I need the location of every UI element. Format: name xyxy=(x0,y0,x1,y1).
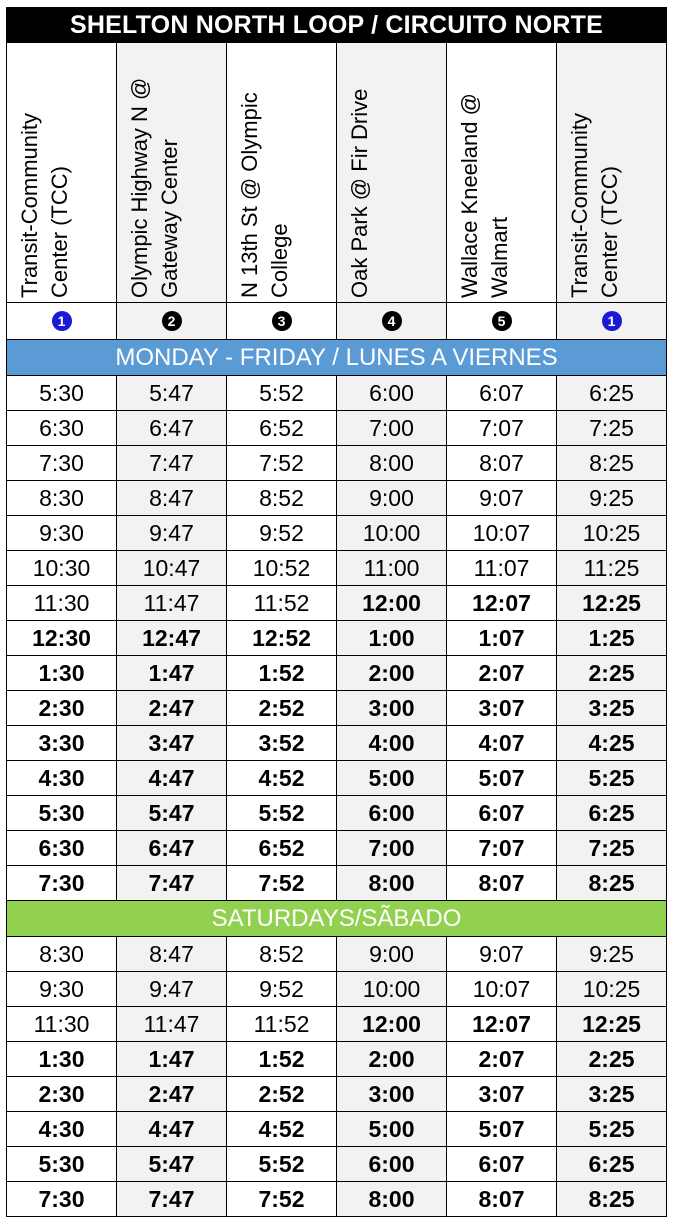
time-cell: 9:00 xyxy=(337,481,447,516)
time-cell: 9:25 xyxy=(557,937,667,972)
time-cell: 9:30 xyxy=(7,972,117,1007)
time-cell: 11:30 xyxy=(7,1007,117,1042)
stop-header-6 xyxy=(557,43,667,303)
time-cell: 3:47 xyxy=(117,726,227,761)
time-cell: 11:52 xyxy=(227,1007,337,1042)
stop-header-3 xyxy=(227,43,337,303)
stop-number-cell-5 xyxy=(447,303,557,340)
time-cell: 7:52 xyxy=(227,1182,337,1217)
time-cell: 4:00 xyxy=(337,726,447,761)
time-cell: 8:00 xyxy=(337,866,447,901)
time-cell: 1:52 xyxy=(227,656,337,691)
time-cell: 8:52 xyxy=(227,481,337,516)
time-cell: 8:00 xyxy=(337,446,447,481)
time-cell: 10:07 xyxy=(447,516,557,551)
time-cell: 9:47 xyxy=(117,972,227,1007)
stop-number-badge: 5 xyxy=(492,311,512,331)
time-cell: 3:30 xyxy=(7,726,117,761)
time-cell: 9:47 xyxy=(117,516,227,551)
time-cell: 6:07 xyxy=(447,376,557,411)
stop-number-cell-1 xyxy=(7,303,117,340)
time-cell: 6:47 xyxy=(117,831,227,866)
time-cell: 9:52 xyxy=(227,972,337,1007)
table-row xyxy=(7,551,667,586)
time-cell: 5:00 xyxy=(337,761,447,796)
time-cell: 4:30 xyxy=(7,1112,117,1147)
time-cell: 5:52 xyxy=(227,1147,337,1182)
time-cell: 5:07 xyxy=(447,761,557,796)
time-cell: 6:00 xyxy=(337,796,447,831)
time-cell: 7:52 xyxy=(227,446,337,481)
stop-number-badge: 3 xyxy=(272,311,292,331)
time-cell: 6:47 xyxy=(117,411,227,446)
time-cell: 10:30 xyxy=(7,551,117,586)
stop-number-cell-2 xyxy=(117,303,227,340)
stop-header-4 xyxy=(337,43,447,303)
time-cell: 4:47 xyxy=(117,1112,227,1147)
stop-number-badge: 2 xyxy=(162,311,182,331)
table-row xyxy=(7,656,667,691)
time-cell: 7:07 xyxy=(447,831,557,866)
stop-name: N 13th St @ Olympic College xyxy=(237,92,292,298)
time-cell: 11:52 xyxy=(227,586,337,621)
time-cell: 1:07 xyxy=(447,621,557,656)
section-label: SATURDAYS/SÃBADO xyxy=(7,901,667,937)
time-cell: 6:25 xyxy=(557,1147,667,1182)
table-row xyxy=(7,761,667,796)
time-cell: 8:07 xyxy=(447,866,557,901)
time-cell: 6:00 xyxy=(337,376,447,411)
table-row xyxy=(7,621,667,656)
stop-number-row xyxy=(7,303,667,340)
time-cell: 12:52 xyxy=(227,621,337,656)
stop-header-1 xyxy=(7,43,117,303)
stop-number-badge: 1 xyxy=(52,311,72,331)
time-cell: 10:07 xyxy=(447,972,557,1007)
table-row xyxy=(7,446,667,481)
table-row xyxy=(7,516,667,551)
time-cell: 2:52 xyxy=(227,1077,337,1112)
time-cell: 2:00 xyxy=(337,656,447,691)
time-cell: 1:30 xyxy=(7,1042,117,1077)
time-cell: 2:00 xyxy=(337,1042,447,1077)
time-cell: 12:30 xyxy=(7,621,117,656)
time-cell: 7:25 xyxy=(557,411,667,446)
time-cell: 6:07 xyxy=(447,796,557,831)
stop-number-cell-6 xyxy=(557,303,667,340)
time-cell: 7:47 xyxy=(117,446,227,481)
table-row xyxy=(7,831,667,866)
stop-name: Oak Park @ Fir Drive xyxy=(347,88,372,298)
time-cell: 12:25 xyxy=(557,1007,667,1042)
time-cell: 9:25 xyxy=(557,481,667,516)
time-cell: 1:47 xyxy=(117,656,227,691)
stop-name: Transit-Community Center (TCC) xyxy=(17,113,72,298)
time-cell: 6:30 xyxy=(7,831,117,866)
time-cell: 10:25 xyxy=(557,972,667,1007)
time-cell: 2:30 xyxy=(7,1077,117,1112)
time-cell: 1:30 xyxy=(7,656,117,691)
time-cell: 8:25 xyxy=(557,446,667,481)
time-cell: 10:00 xyxy=(337,972,447,1007)
stop-name: Wallace Kneeland @ Walmart xyxy=(457,93,512,298)
time-cell: 5:30 xyxy=(7,796,117,831)
time-cell: 5:25 xyxy=(557,761,667,796)
time-cell: 5:00 xyxy=(337,1112,447,1147)
table-row xyxy=(7,866,667,901)
table-row xyxy=(7,726,667,761)
time-cell: 3:00 xyxy=(337,691,447,726)
time-cell: 5:30 xyxy=(7,1147,117,1182)
title-row xyxy=(7,8,667,43)
time-cell: 6:25 xyxy=(557,376,667,411)
time-cell: 3:07 xyxy=(447,691,557,726)
stop-number-badge: 1 xyxy=(602,311,622,331)
schedule-table xyxy=(6,7,667,1217)
time-cell: 6:30 xyxy=(7,411,117,446)
time-cell: 4:07 xyxy=(447,726,557,761)
time-cell: 12:25 xyxy=(557,586,667,621)
table-row xyxy=(7,691,667,726)
time-cell: 8:00 xyxy=(337,1182,447,1217)
table-row xyxy=(7,1147,667,1182)
table-row xyxy=(7,1077,667,1112)
time-cell: 10:47 xyxy=(117,551,227,586)
time-cell: 8:52 xyxy=(227,937,337,972)
table-row xyxy=(7,1007,667,1042)
time-cell: 1:00 xyxy=(337,621,447,656)
time-cell: 7:30 xyxy=(7,446,117,481)
time-cell: 4:52 xyxy=(227,1112,337,1147)
time-cell: 2:25 xyxy=(557,656,667,691)
stop-number-cell-4 xyxy=(337,303,447,340)
time-cell: 8:30 xyxy=(7,937,117,972)
time-cell: 5:52 xyxy=(227,796,337,831)
stop-header-5 xyxy=(447,43,557,303)
time-cell: 2:07 xyxy=(447,656,557,691)
time-cell: 11:30 xyxy=(7,586,117,621)
time-cell: 6:00 xyxy=(337,1147,447,1182)
time-cell: 7:00 xyxy=(337,831,447,866)
time-cell: 7:25 xyxy=(557,831,667,866)
time-cell: 7:52 xyxy=(227,866,337,901)
time-cell: 7:30 xyxy=(7,1182,117,1217)
time-cell: 5:30 xyxy=(7,376,117,411)
time-cell: 12:07 xyxy=(447,1007,557,1042)
time-cell: 3:25 xyxy=(557,691,667,726)
time-cell: 2:25 xyxy=(557,1042,667,1077)
time-cell: 10:52 xyxy=(227,551,337,586)
section-header-row xyxy=(7,901,667,937)
time-cell: 8:07 xyxy=(447,1182,557,1217)
section-header-row xyxy=(7,340,667,376)
time-cell: 11:00 xyxy=(337,551,447,586)
time-cell: 9:07 xyxy=(447,481,557,516)
table-row xyxy=(7,376,667,411)
time-cell: 9:30 xyxy=(7,516,117,551)
time-cell: 5:25 xyxy=(557,1112,667,1147)
time-cell: 12:00 xyxy=(337,586,447,621)
time-cell: 8:47 xyxy=(117,937,227,972)
time-cell: 10:25 xyxy=(557,516,667,551)
table-row xyxy=(7,937,667,972)
time-cell: 2:30 xyxy=(7,691,117,726)
time-cell: 5:47 xyxy=(117,1147,227,1182)
time-cell: 6:52 xyxy=(227,411,337,446)
time-cell: 7:47 xyxy=(117,1182,227,1217)
stop-number-cell-3 xyxy=(227,303,337,340)
table-row xyxy=(7,972,667,1007)
time-cell: 9:52 xyxy=(227,516,337,551)
time-cell: 5:52 xyxy=(227,376,337,411)
table-row xyxy=(7,1112,667,1147)
time-cell: 2:52 xyxy=(227,691,337,726)
stop-name: Olympic Highway N @ Gateway Center xyxy=(127,77,182,298)
time-cell: 12:07 xyxy=(447,586,557,621)
time-cell: 9:07 xyxy=(447,937,557,972)
time-cell: 6:07 xyxy=(447,1147,557,1182)
schedule-title: SHELTON NORTH LOOP / CIRCUITO NORTE xyxy=(7,8,667,43)
time-cell: 5:47 xyxy=(117,376,227,411)
time-cell: 6:25 xyxy=(557,796,667,831)
table-row xyxy=(7,586,667,621)
time-cell: 8:07 xyxy=(447,446,557,481)
time-cell: 3:52 xyxy=(227,726,337,761)
table-row xyxy=(7,1182,667,1217)
time-cell: 8:47 xyxy=(117,481,227,516)
stop-header-2 xyxy=(117,43,227,303)
stop-name: Transit-Community Center (TCC) xyxy=(567,113,622,298)
time-cell: 4:47 xyxy=(117,761,227,796)
time-cell: 11:07 xyxy=(447,551,557,586)
time-cell: 11:47 xyxy=(117,586,227,621)
time-cell: 9:00 xyxy=(337,937,447,972)
time-cell: 2:07 xyxy=(447,1042,557,1077)
time-cell: 8:25 xyxy=(557,1182,667,1217)
table-row xyxy=(7,1042,667,1077)
time-cell: 5:07 xyxy=(447,1112,557,1147)
time-cell: 3:07 xyxy=(447,1077,557,1112)
stop-number-badge: 4 xyxy=(382,311,402,331)
table-row xyxy=(7,481,667,516)
time-cell: 7:07 xyxy=(447,411,557,446)
time-cell: 1:47 xyxy=(117,1042,227,1077)
section-label: MONDAY - FRIDAY / LUNES A VIERNES xyxy=(7,340,667,376)
time-cell: 7:00 xyxy=(337,411,447,446)
time-cell: 4:30 xyxy=(7,761,117,796)
time-cell: 7:30 xyxy=(7,866,117,901)
table-row xyxy=(7,796,667,831)
time-cell: 11:47 xyxy=(117,1007,227,1042)
time-cell: 10:00 xyxy=(337,516,447,551)
time-cell: 7:47 xyxy=(117,866,227,901)
time-cell: 12:00 xyxy=(337,1007,447,1042)
time-cell: 12:47 xyxy=(117,621,227,656)
time-cell: 5:47 xyxy=(117,796,227,831)
time-cell: 3:25 xyxy=(557,1077,667,1112)
time-cell: 1:25 xyxy=(557,621,667,656)
time-cell: 2:47 xyxy=(117,1077,227,1112)
time-cell: 8:25 xyxy=(557,866,667,901)
schedule-container xyxy=(6,7,666,1217)
time-cell: 11:25 xyxy=(557,551,667,586)
time-cell: 4:25 xyxy=(557,726,667,761)
time-cell: 4:52 xyxy=(227,761,337,796)
time-cell: 3:00 xyxy=(337,1077,447,1112)
table-row xyxy=(7,411,667,446)
time-cell: 2:47 xyxy=(117,691,227,726)
time-cell: 8:30 xyxy=(7,481,117,516)
time-cell: 6:52 xyxy=(227,831,337,866)
stop-header-row xyxy=(7,43,667,303)
time-cell: 1:52 xyxy=(227,1042,337,1077)
